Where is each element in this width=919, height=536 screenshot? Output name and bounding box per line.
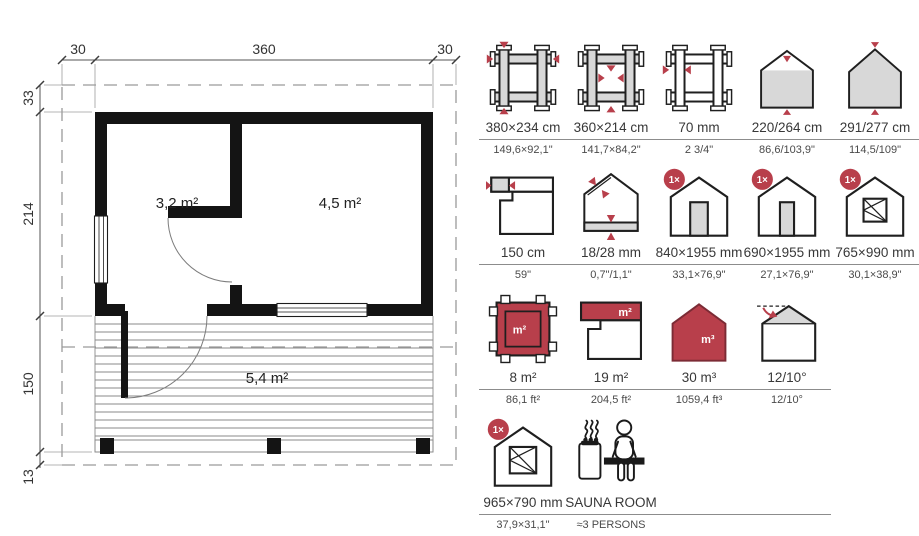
door-narrow-icon <box>750 167 824 241</box>
room-label-main: 4,5 m² <box>318 195 362 212</box>
imperial-label: 12/10° <box>771 394 803 406</box>
label-divider <box>479 139 567 140</box>
log-frame-interior-dims-icon <box>573 40 649 116</box>
volume-icon <box>662 292 736 366</box>
label-divider <box>479 264 567 265</box>
label-divider <box>567 389 655 390</box>
dimension-left <box>20 81 92 485</box>
spec-interior-dimensions <box>567 36 655 157</box>
dimension-top <box>58 41 460 108</box>
log-frame-exterior-dims-icon <box>485 40 561 116</box>
window-large-icon <box>486 417 560 491</box>
imperial-label: 149,6×92,1" <box>493 144 553 156</box>
imperial-label: 27,1×76,9" <box>760 269 814 281</box>
exterior-door-swing <box>125 316 207 398</box>
label-divider <box>567 514 655 515</box>
interior-area-icon <box>486 292 560 366</box>
terrace-depth-icon <box>486 167 560 241</box>
imperial-label: 0,7"/1,1" <box>590 269 632 281</box>
spec-terrace-depth <box>479 161 567 282</box>
label-divider <box>479 389 567 390</box>
terrace-front-beam <box>95 440 433 452</box>
terrace-screen-wall <box>121 311 128 398</box>
spec-door-690 <box>743 161 831 282</box>
roof-floor-board-thickness-icon <box>576 164 646 241</box>
spec-window-965 <box>479 411 567 532</box>
metric-label: 18/28 mm <box>580 245 642 260</box>
metric-label: 12/10° <box>767 370 807 385</box>
imperial-label: 141,7×84,2" <box>581 144 641 156</box>
dim-label-360: 360 <box>252 41 276 57</box>
legend-divider-extension <box>655 411 743 532</box>
dim-label-13: 13 <box>20 469 36 485</box>
metric-label: 19 m² <box>593 370 629 385</box>
door-icon <box>662 167 736 241</box>
count-badge: 1× <box>844 174 856 186</box>
exterior-walls <box>95 112 433 316</box>
metric-label: 840×1955 mm <box>655 245 743 260</box>
count-badge: 1× <box>668 174 680 186</box>
legend-empty-cell <box>831 411 919 532</box>
dim-label-150: 150 <box>20 372 36 396</box>
sauna-room-label: SAUNA ROOM <box>565 495 657 510</box>
spec-roof-pitch <box>743 286 831 407</box>
room-label-small: 3,2 m² <box>155 195 199 212</box>
spec-exterior-dimensions <box>479 36 567 157</box>
floor-plan <box>0 0 470 517</box>
total-area-icon <box>574 292 648 366</box>
imperial-label: 30,1×38,9" <box>848 269 902 281</box>
imperial-label: 204,5 ft² <box>590 394 632 406</box>
sauna-person-icon <box>574 417 648 491</box>
legend-divider-extension <box>743 411 831 532</box>
imperial-label: 114,5/109" <box>848 144 902 156</box>
metric-label: 765×990 mm <box>835 245 915 260</box>
metric-label: 291/277 cm <box>839 120 911 135</box>
window-symbol-left <box>95 216 108 283</box>
label-divider <box>479 514 567 515</box>
metric-label: 690×1955 mm <box>743 245 831 260</box>
imperial-label: 59" <box>514 269 532 281</box>
spec-volume <box>655 286 743 407</box>
metric-label: 8 m² <box>509 370 537 385</box>
spec-door-840 <box>655 161 743 282</box>
spec-wall-ridge-height <box>743 36 831 157</box>
imperial-label: 1059,4 ft³ <box>675 394 723 406</box>
roof-overhang-outline <box>62 85 456 465</box>
spec-window-765 <box>831 161 919 282</box>
spec-wall-thickness <box>655 36 743 157</box>
label-divider <box>655 389 743 390</box>
dim-label-30-left: 30 <box>70 41 86 57</box>
imperial-label: 2 3/4" <box>684 144 714 156</box>
room-label-terrace: 5,4 m² <box>245 370 289 387</box>
metric-label: 360×214 cm <box>573 120 649 135</box>
label-divider <box>567 139 655 140</box>
spec-total-area <box>567 286 655 407</box>
metric-label: 30 m³ <box>681 370 717 385</box>
imperial-label: 33,1×76,9" <box>672 269 726 281</box>
area-unit-label: m² <box>512 324 527 337</box>
window-icon <box>838 167 912 241</box>
imperial-label: 37,9×31,1" <box>496 519 550 531</box>
total-height-icon <box>841 41 909 116</box>
metric-label: 70 mm <box>678 120 720 135</box>
metric-label: 220/264 cm <box>751 120 823 135</box>
wall-thickness-icon <box>661 40 737 116</box>
volume-unit-label: m³ <box>701 334 715 347</box>
label-divider <box>743 139 831 140</box>
dim-label-33: 33 <box>20 90 36 106</box>
spec-floor-area <box>479 286 567 407</box>
metric-label: 380×234 cm <box>485 120 561 135</box>
spec-total-height <box>831 36 919 157</box>
wall-and-ridge-height-icon <box>753 41 821 116</box>
persons-label: ≈3 PERSONS <box>576 519 646 531</box>
spec-sauna-capacity <box>567 411 655 532</box>
spec-board-thickness <box>567 161 655 282</box>
label-divider <box>655 139 743 140</box>
label-divider <box>743 389 831 390</box>
count-badge: 1× <box>756 174 768 186</box>
interior-door-swing <box>168 218 232 282</box>
legend-row-4 <box>479 411 919 532</box>
dim-label-30-right: 30 <box>437 41 453 57</box>
imperial-label: 86,6/103,9" <box>759 144 815 156</box>
label-divider <box>831 264 919 265</box>
legend-row-3 <box>479 286 919 407</box>
metric-label: 965×790 mm <box>483 495 563 510</box>
legend-empty-cell <box>831 286 919 407</box>
legend-row-1 <box>479 36 919 157</box>
interior-partition <box>168 124 242 304</box>
label-divider <box>743 264 831 265</box>
dim-label-214: 214 <box>20 202 36 226</box>
label-divider <box>567 264 655 265</box>
metric-label: 150 cm <box>500 245 546 260</box>
window-symbol-front <box>277 304 367 317</box>
spec-legend <box>479 36 919 536</box>
area-unit-label: m² <box>618 306 632 319</box>
count-badge: 1× <box>492 424 504 436</box>
legend-row-2 <box>479 161 919 282</box>
label-divider <box>831 139 919 140</box>
imperial-label: 86,1 ft² <box>505 394 541 406</box>
label-divider <box>655 264 743 265</box>
roof-pitch-icon <box>750 292 824 366</box>
